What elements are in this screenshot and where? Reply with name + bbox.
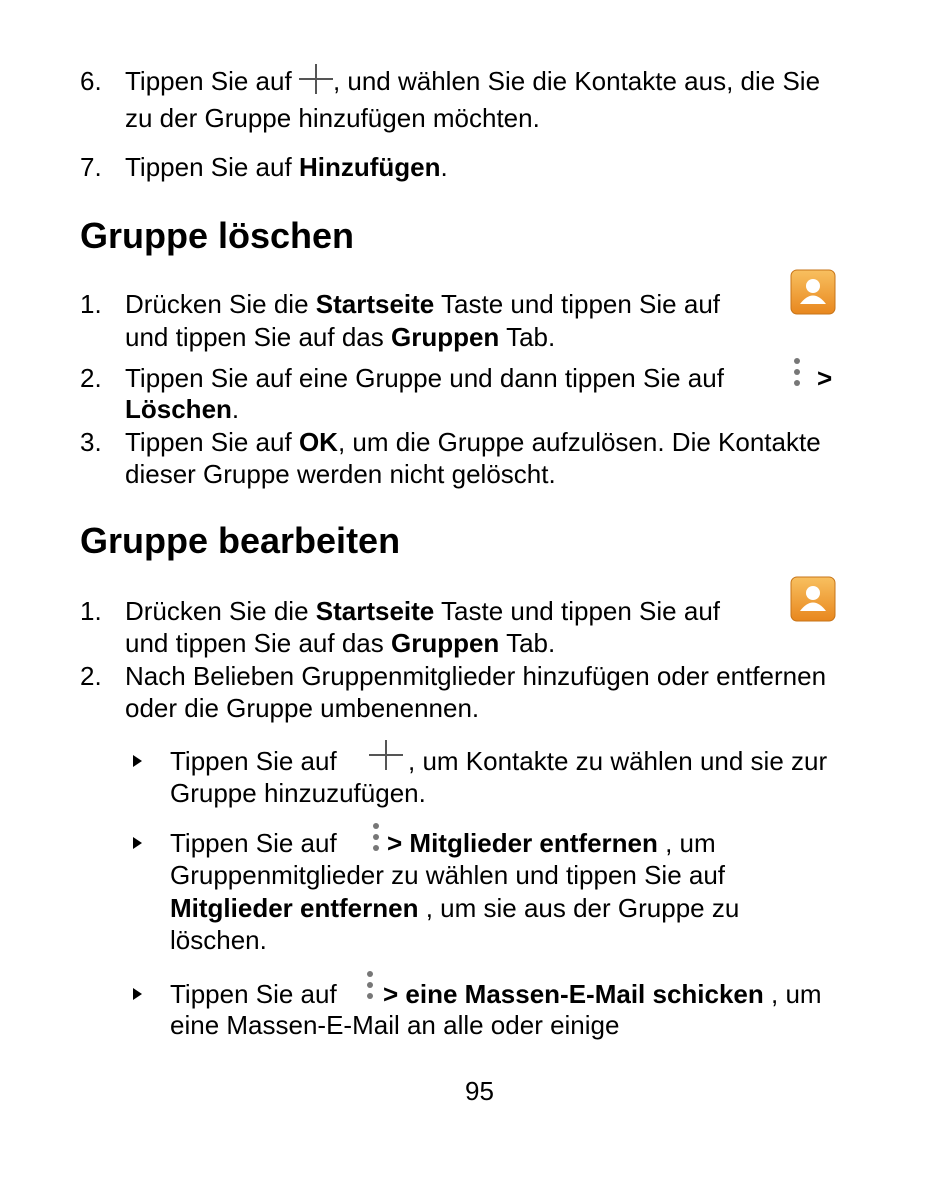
section-heading: Gruppe bearbeiten (80, 520, 401, 561)
list-item-text: Drücken Sie die Startseite Taste und tippen Sie auf (125, 596, 720, 626)
menu-separator: > (817, 363, 833, 393)
list-item-text: dieser Gruppe werden nicht gelöscht. (125, 459, 556, 489)
list-item-text: und tippen Sie auf das Gruppen Tab. (125, 628, 556, 658)
list-number: 6. (80, 66, 102, 96)
list-number: 2. (80, 363, 102, 393)
contacts-app-icon (790, 576, 836, 622)
bullet-marker (133, 755, 142, 767)
bullet-text: Tippen Sie auf (170, 746, 337, 776)
list-item-text: und tippen Sie auf das Gruppen Tab. (125, 322, 556, 352)
bullet-text: , um Kontakte zu wählen und sie zur (408, 746, 828, 776)
list-item-text: Tippen Sie auf , und wählen Sie die Kontakte aus, die Sie (125, 66, 821, 96)
list-item-text: Nach Belieben Gruppenmitglieder hinzufügen oder entfernen (125, 661, 827, 691)
bullet-text: löschen. (170, 925, 267, 955)
bullet-text: Mitglieder entfernen , um sie aus der Gruppe zu (170, 893, 740, 923)
bullet-text: Tippen Sie auf (170, 979, 337, 1009)
list-item-text: Tippen Sie auf eine Gruppe und dann tippen Sie auf (125, 363, 724, 393)
bullet-text: > Mitglieder entfernen , um (387, 828, 716, 858)
bullet-marker (133, 837, 142, 849)
list-number: 2. (80, 661, 102, 691)
page-number: 95 (465, 1076, 494, 1106)
overflow-menu-icon (371, 821, 381, 853)
section-heading: Gruppe löschen (80, 215, 355, 256)
bullet-text: Tippen Sie auf (170, 828, 337, 858)
overflow-menu-icon (365, 969, 375, 1001)
bullet-text: Gruppenmitglieder zu wählen und tippen Sie auf (170, 860, 726, 890)
list-item-text: Tippen Sie auf OK, um die Gruppe aufzulösen. Die Kontakte (125, 427, 821, 457)
list-item-text: Drücken Sie die Startseite Taste und tippen Sie auf (125, 289, 720, 319)
list-item-text: oder die Gruppe umbenennen. (125, 693, 480, 723)
list-item-text: zu der Gruppe hinzufügen möchten. (125, 103, 540, 133)
plus-icon (369, 740, 403, 770)
bullet-marker (133, 988, 142, 1000)
contacts-app-icon (790, 269, 836, 315)
list-number: 1. (80, 596, 102, 626)
bullet-text: eine Massen-E-Mail an alle oder einige (170, 1010, 620, 1040)
bullet-text: > eine Massen-E-Mail schicken , um (383, 979, 822, 1009)
list-number: 3. (80, 427, 102, 457)
list-item-text: Tippen Sie auf Hinzufügen. (125, 152, 448, 182)
plus-icon (299, 64, 333, 94)
bullet-text: Gruppe hinzuzufügen. (170, 778, 426, 808)
list-number: 7. (80, 152, 102, 182)
overflow-menu-icon (792, 356, 802, 388)
list-number: 1. (80, 289, 102, 319)
list-item-text: Löschen. (125, 394, 240, 424)
